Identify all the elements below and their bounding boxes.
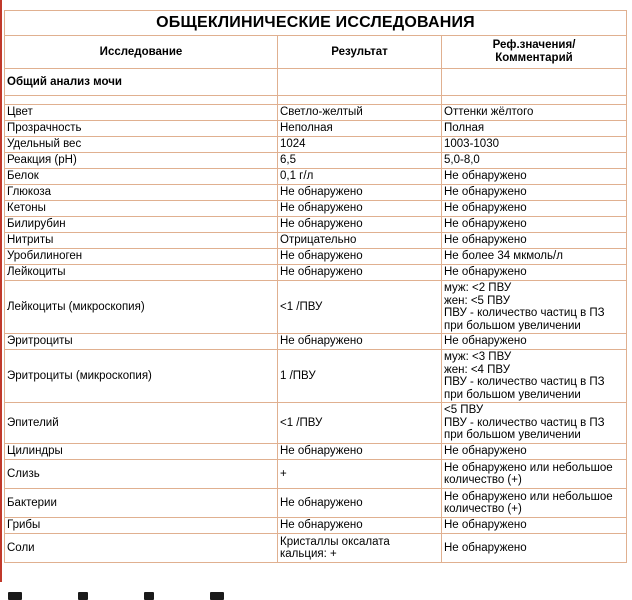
table-row	[5, 460, 627, 489]
test-result: Не обнаружено	[278, 217, 442, 233]
test-name: Глюкоза	[5, 185, 278, 201]
test-result: Не обнаружено	[278, 249, 442, 265]
test-name: Белок	[5, 169, 278, 185]
table-row	[5, 249, 627, 265]
table-row	[5, 185, 627, 201]
cropped-text-fragments	[8, 592, 224, 600]
test-name: Эпителий	[5, 403, 278, 444]
test-result: <1 /ПВУ	[278, 281, 442, 334]
test-name: Грибы	[5, 518, 278, 534]
test-result: Неполная	[278, 121, 442, 137]
test-result: <1 /ПВУ	[278, 403, 442, 444]
test-result: 6,5	[278, 153, 442, 169]
test-reference: <5 ПВУ ПВУ - количество частиц в ПЗ при большом увеличении	[442, 403, 627, 444]
test-reference: Не обнаружено	[442, 534, 627, 563]
table-row	[5, 444, 627, 460]
test-name: Эритроциты (микроскопия)	[5, 350, 278, 403]
test-result: 0,1 г/л	[278, 169, 442, 185]
table-row	[5, 534, 627, 563]
test-name: Лейкоциты	[5, 265, 278, 281]
test-reference: Не обнаружено	[442, 444, 627, 460]
page-edge-accent	[0, 0, 2, 600]
test-name: Соли	[5, 534, 278, 563]
report-title: ОБЩЕКЛИНИЧЕСКИЕ ИССЛЕДОВАНИЯ	[5, 11, 627, 36]
table-row	[5, 153, 627, 169]
test-name: Цвет	[5, 105, 278, 121]
test-result: Не обнаружено	[278, 444, 442, 460]
table-row	[5, 350, 627, 403]
lab-results-table	[4, 10, 627, 563]
test-name: Эритроциты	[5, 334, 278, 350]
section-title: Общий анализ мочи	[5, 69, 278, 96]
test-reference: Не обнаружено или небольшое количество (+)	[442, 460, 627, 489]
test-result: Кристаллы оксалата кальция: +	[278, 534, 442, 563]
lab-report-sheet	[4, 10, 626, 563]
table-row	[5, 489, 627, 518]
test-reference: Полная	[442, 121, 627, 137]
section-result-empty	[278, 69, 442, 96]
test-name: Слизь	[5, 460, 278, 489]
test-result: Не обнаружено	[278, 265, 442, 281]
test-result: 1 /ПВУ	[278, 350, 442, 403]
test-result: Не обнаружено	[278, 185, 442, 201]
cropped-next-page-text	[0, 582, 632, 600]
table-row	[5, 281, 627, 334]
test-result: +	[278, 460, 442, 489]
test-result: 1024	[278, 137, 442, 153]
test-reference: Не обнаружено	[442, 233, 627, 249]
test-result: Не обнаружено	[278, 518, 442, 534]
test-reference: Не обнаружено или небольшое количество (+)	[442, 489, 627, 518]
test-reference: Не обнаружено	[442, 265, 627, 281]
table-row	[5, 265, 627, 281]
test-reference: муж: <2 ПВУ жен: <5 ПВУ ПВУ - количество частиц в ПЗ при большом увеличении	[442, 281, 627, 334]
table-row	[5, 403, 627, 444]
column-header-test: Исследование	[5, 36, 278, 69]
test-name: Лейкоциты (микроскопия)	[5, 281, 278, 334]
test-name: Бактерии	[5, 489, 278, 518]
spacer-row	[5, 96, 627, 105]
test-result: Не обнаружено	[278, 334, 442, 350]
section-reference-empty	[442, 69, 627, 96]
table-row	[5, 137, 627, 153]
test-reference: Оттенки жёлтого	[442, 105, 627, 121]
column-header-result: Результат	[278, 36, 442, 69]
test-reference: муж: <3 ПВУ жен: <4 ПВУ ПВУ - количество частиц в ПЗ при большом увеличении	[442, 350, 627, 403]
table-row	[5, 121, 627, 137]
test-result: Не обнаружено	[278, 201, 442, 217]
test-name: Кетоны	[5, 201, 278, 217]
test-result: Светло-желтый	[278, 105, 442, 121]
test-name: Удельный вес	[5, 137, 278, 153]
test-name: Билирубин	[5, 217, 278, 233]
table-row	[5, 518, 627, 534]
column-header-reference: Реф.значения/ Комментарий	[442, 36, 627, 69]
test-reference: Не обнаружено	[442, 169, 627, 185]
test-reference: Не обнаружено	[442, 334, 627, 350]
test-reference: 5,0-8,0	[442, 153, 627, 169]
test-result: Не обнаружено	[278, 489, 442, 518]
test-result: Отрицательно	[278, 233, 442, 249]
section-row	[5, 69, 627, 96]
test-name: Цилиндры	[5, 444, 278, 460]
table-row	[5, 334, 627, 350]
table-row	[5, 105, 627, 121]
test-name: Прозрачность	[5, 121, 278, 137]
table-row	[5, 201, 627, 217]
test-reference: Не обнаружено	[442, 185, 627, 201]
test-reference: Не обнаружено	[442, 518, 627, 534]
test-reference: Не обнаружено	[442, 217, 627, 233]
table-row	[5, 233, 627, 249]
test-reference: Не обнаружено	[442, 201, 627, 217]
test-name: Нитриты	[5, 233, 278, 249]
test-name: Уробилиноген	[5, 249, 278, 265]
test-name: Реакция (pH)	[5, 153, 278, 169]
table-row	[5, 169, 627, 185]
test-reference: 1003-1030	[442, 137, 627, 153]
table-row	[5, 217, 627, 233]
test-reference: Не более 34 мкмоль/л	[442, 249, 627, 265]
